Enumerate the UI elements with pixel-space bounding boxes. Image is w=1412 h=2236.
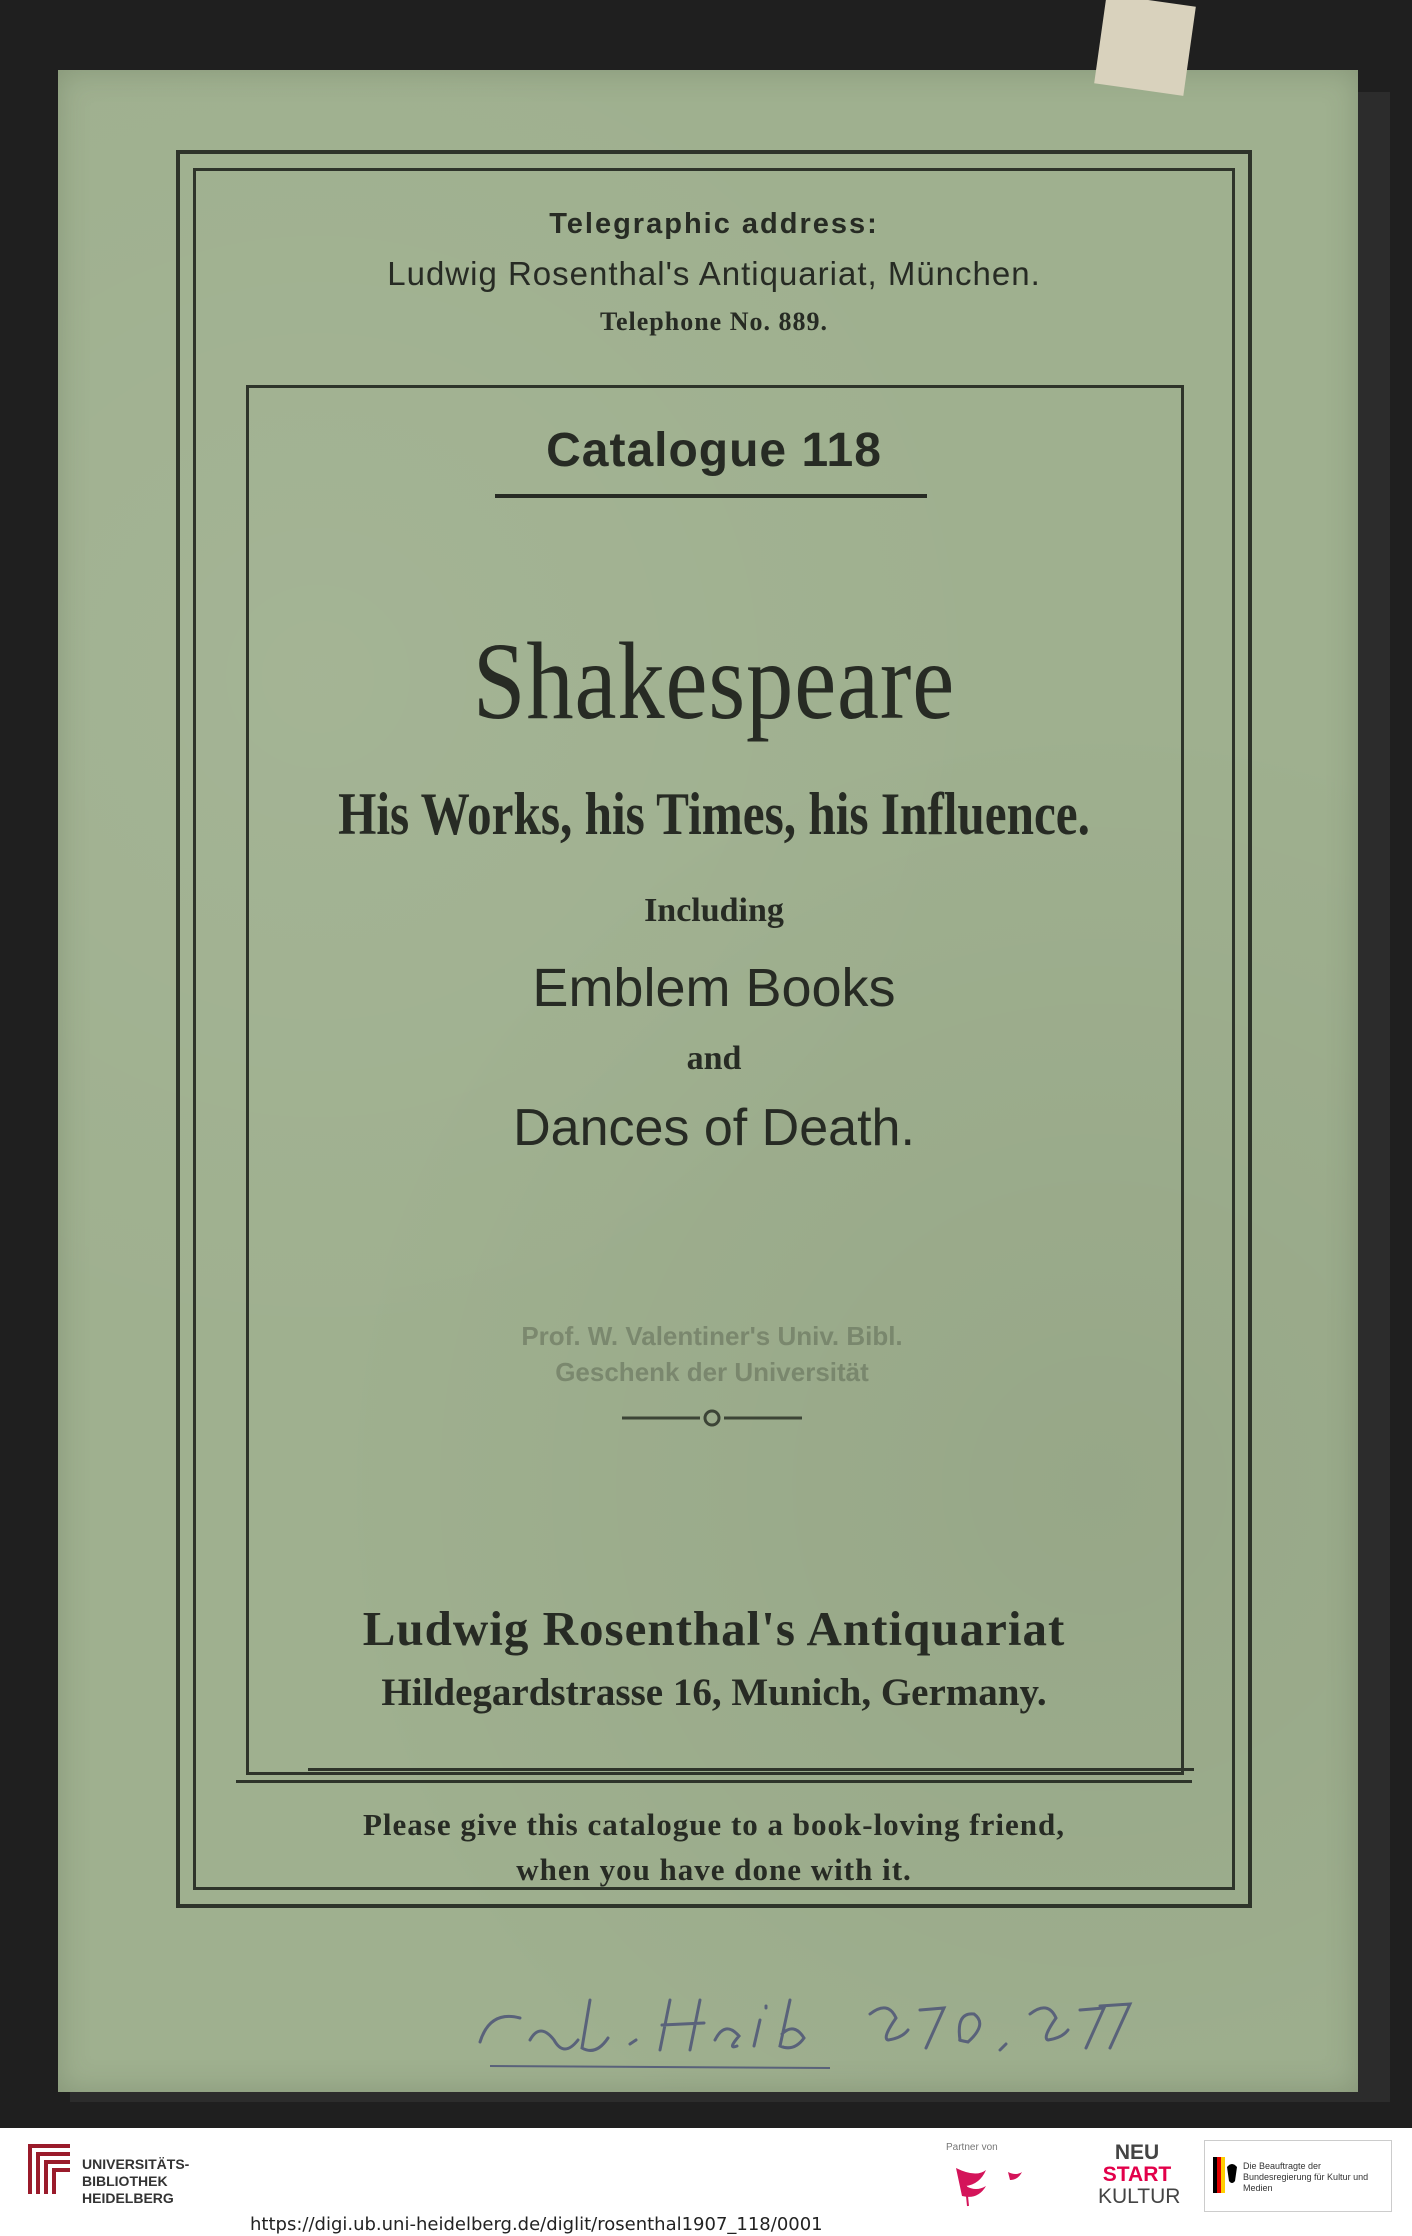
federal-eagle-icon bbox=[1213, 2157, 1237, 2193]
dances-of-death-title: Dances of Death. bbox=[513, 1099, 915, 1157]
handwritten-shelfmark bbox=[470, 1970, 1150, 2080]
subtitle: His Works, his Times, his Influence. bbox=[338, 781, 1090, 847]
bkm-text: Die Beauftragte der Bundesregierung für Kultur und Medien bbox=[1243, 2161, 1369, 2193]
page-url[interactable]: https://digi.ub.uni-heidelberg.de/diglit/rosenthal1907_118/0001 bbox=[250, 2214, 823, 2235]
library-name-line-2: BIBLIOTHEK bbox=[82, 2173, 168, 2189]
bkm-logo bbox=[1204, 2140, 1392, 2212]
including-text: Including bbox=[644, 892, 784, 929]
library-stamp bbox=[452, 1318, 972, 1448]
telephone-number: Telephone No. 889. bbox=[600, 307, 828, 336]
stamp-line-2: Geschenk der Universität bbox=[555, 1357, 869, 1387]
university-library-name bbox=[82, 2156, 189, 2207]
neustart-line-3: KULTUR bbox=[1098, 2185, 1181, 2208]
viewer-footer bbox=[0, 2128, 1412, 2236]
tape-strip bbox=[1094, 0, 1196, 96]
emblem-books-title: Emblem Books bbox=[532, 958, 896, 1018]
notice-top-rule bbox=[236, 1780, 1192, 1783]
library-name-line-1: UNIVERSITÄTS- bbox=[82, 2156, 190, 2172]
notice-line-2: when you have done with it. bbox=[516, 1852, 912, 1887]
partner-label: Partner von bbox=[946, 2142, 998, 2153]
university-library-logo-icon bbox=[26, 2140, 74, 2198]
publisher-name: Ludwig Rosenthal's Antiquariat bbox=[362, 1601, 1066, 1656]
library-name-line-3: HEIDELBERG bbox=[82, 2190, 174, 2206]
title-frame bbox=[246, 385, 1184, 1775]
telegraphic-address: Ludwig Rosenthal's Antiquariat, München. bbox=[387, 255, 1041, 292]
stamp-line-1: Prof. W. Valentiner's Univ. Bibl. bbox=[521, 1321, 903, 1351]
catalogue-underline bbox=[495, 494, 927, 498]
catalogue-number: Catalogue 118 bbox=[546, 424, 882, 477]
notice-line-1: Please give this catalogue to a book-loving friend, bbox=[363, 1807, 1065, 1842]
neustart-line-2: START bbox=[1102, 2163, 1172, 2186]
and-text: and bbox=[686, 1040, 742, 1077]
digital-library-partner-logo-icon bbox=[946, 2158, 1066, 2212]
publisher-address: Hildegardstrasse 16, Munich, Germany. bbox=[381, 1671, 1047, 1714]
notice-upper-rule bbox=[308, 1768, 1194, 1771]
stamp-ornament-icon bbox=[622, 1408, 802, 1428]
neustart-line-1: NEU bbox=[1114, 2141, 1160, 2164]
main-title: Shakespeare bbox=[472, 620, 956, 742]
neustart-kultur-logo bbox=[1098, 2141, 1181, 2210]
telegraphic-heading: Telegraphic address: bbox=[549, 208, 879, 240]
